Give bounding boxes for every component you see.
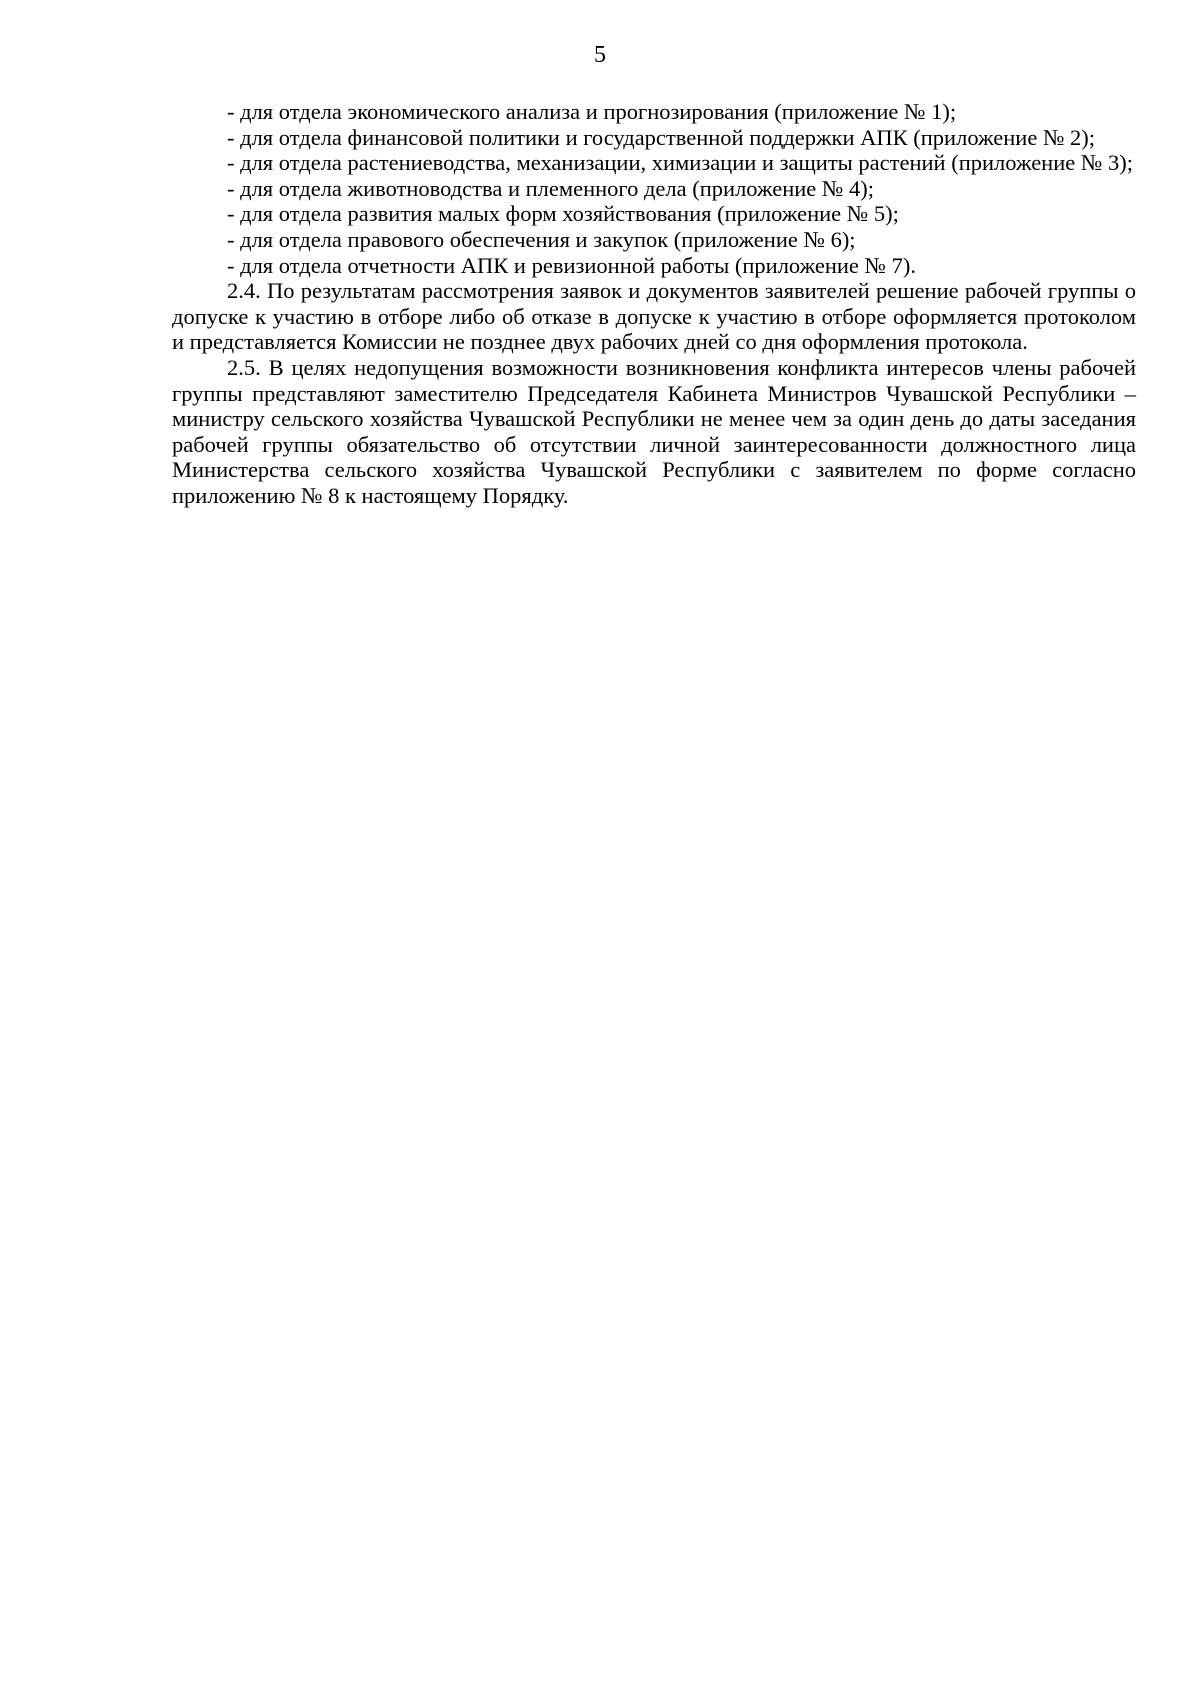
list-item-appendix-6: - для отдела правового обеспечения и закупок (приложение № 6);	[227, 226, 856, 252]
list-item-appendix-2: - для отдела финансовой политики и государственной поддержки АПК (приложение № 2);	[227, 124, 1096, 150]
list-item-appendix-1: - для отдела экономического анализа и прогнозирования (приложение № 1);	[227, 99, 957, 124]
page-number: 5	[594, 42, 606, 68]
list-item-appendix-4: - для отдела животноводства и племенного дела (приложение № 4);	[227, 175, 874, 201]
list-item-appendix-5: - для отдела развития малых форм хозяйствования (приложение № 5);	[227, 201, 899, 227]
paragraph-2-5: 2.5. В целях недопущения возможности возникновения конфликта интересов члены рабочей группы представляют заместителю Председателя Кабинета Министров Чувашской Республики – министру сельского хозяйства Чувашской Республики не менее чем за один день до даты заседания рабочей группы обязательство об отсутствии личной заинтересованности должностного лица Министерства сельского хозяйства Чувашской Республики с заявителем по форме согласно приложению № 8 к настоящему Порядку.	[172, 354, 1136, 508]
list-item-appendix-7: - для отдела отчетности АПК и ревизионной работы (приложение № 7).	[227, 252, 917, 278]
list-item-appendix-3: - для отдела растениеводства, механизации, химизации и защиты растений (приложение № 3);	[227, 150, 1133, 176]
paragraph-2-4: 2.4. По результатам рассмотрения заявок и документов заявителей решение рабочей группы о допуске к участию в отборе либо об отказе в допуске к участию в отборе оформляется протоколом и представляется Комиссии не позднее двух рабочих дней со дня оформления протокола.	[172, 278, 1136, 355]
document-body	[172, 99, 1136, 509]
